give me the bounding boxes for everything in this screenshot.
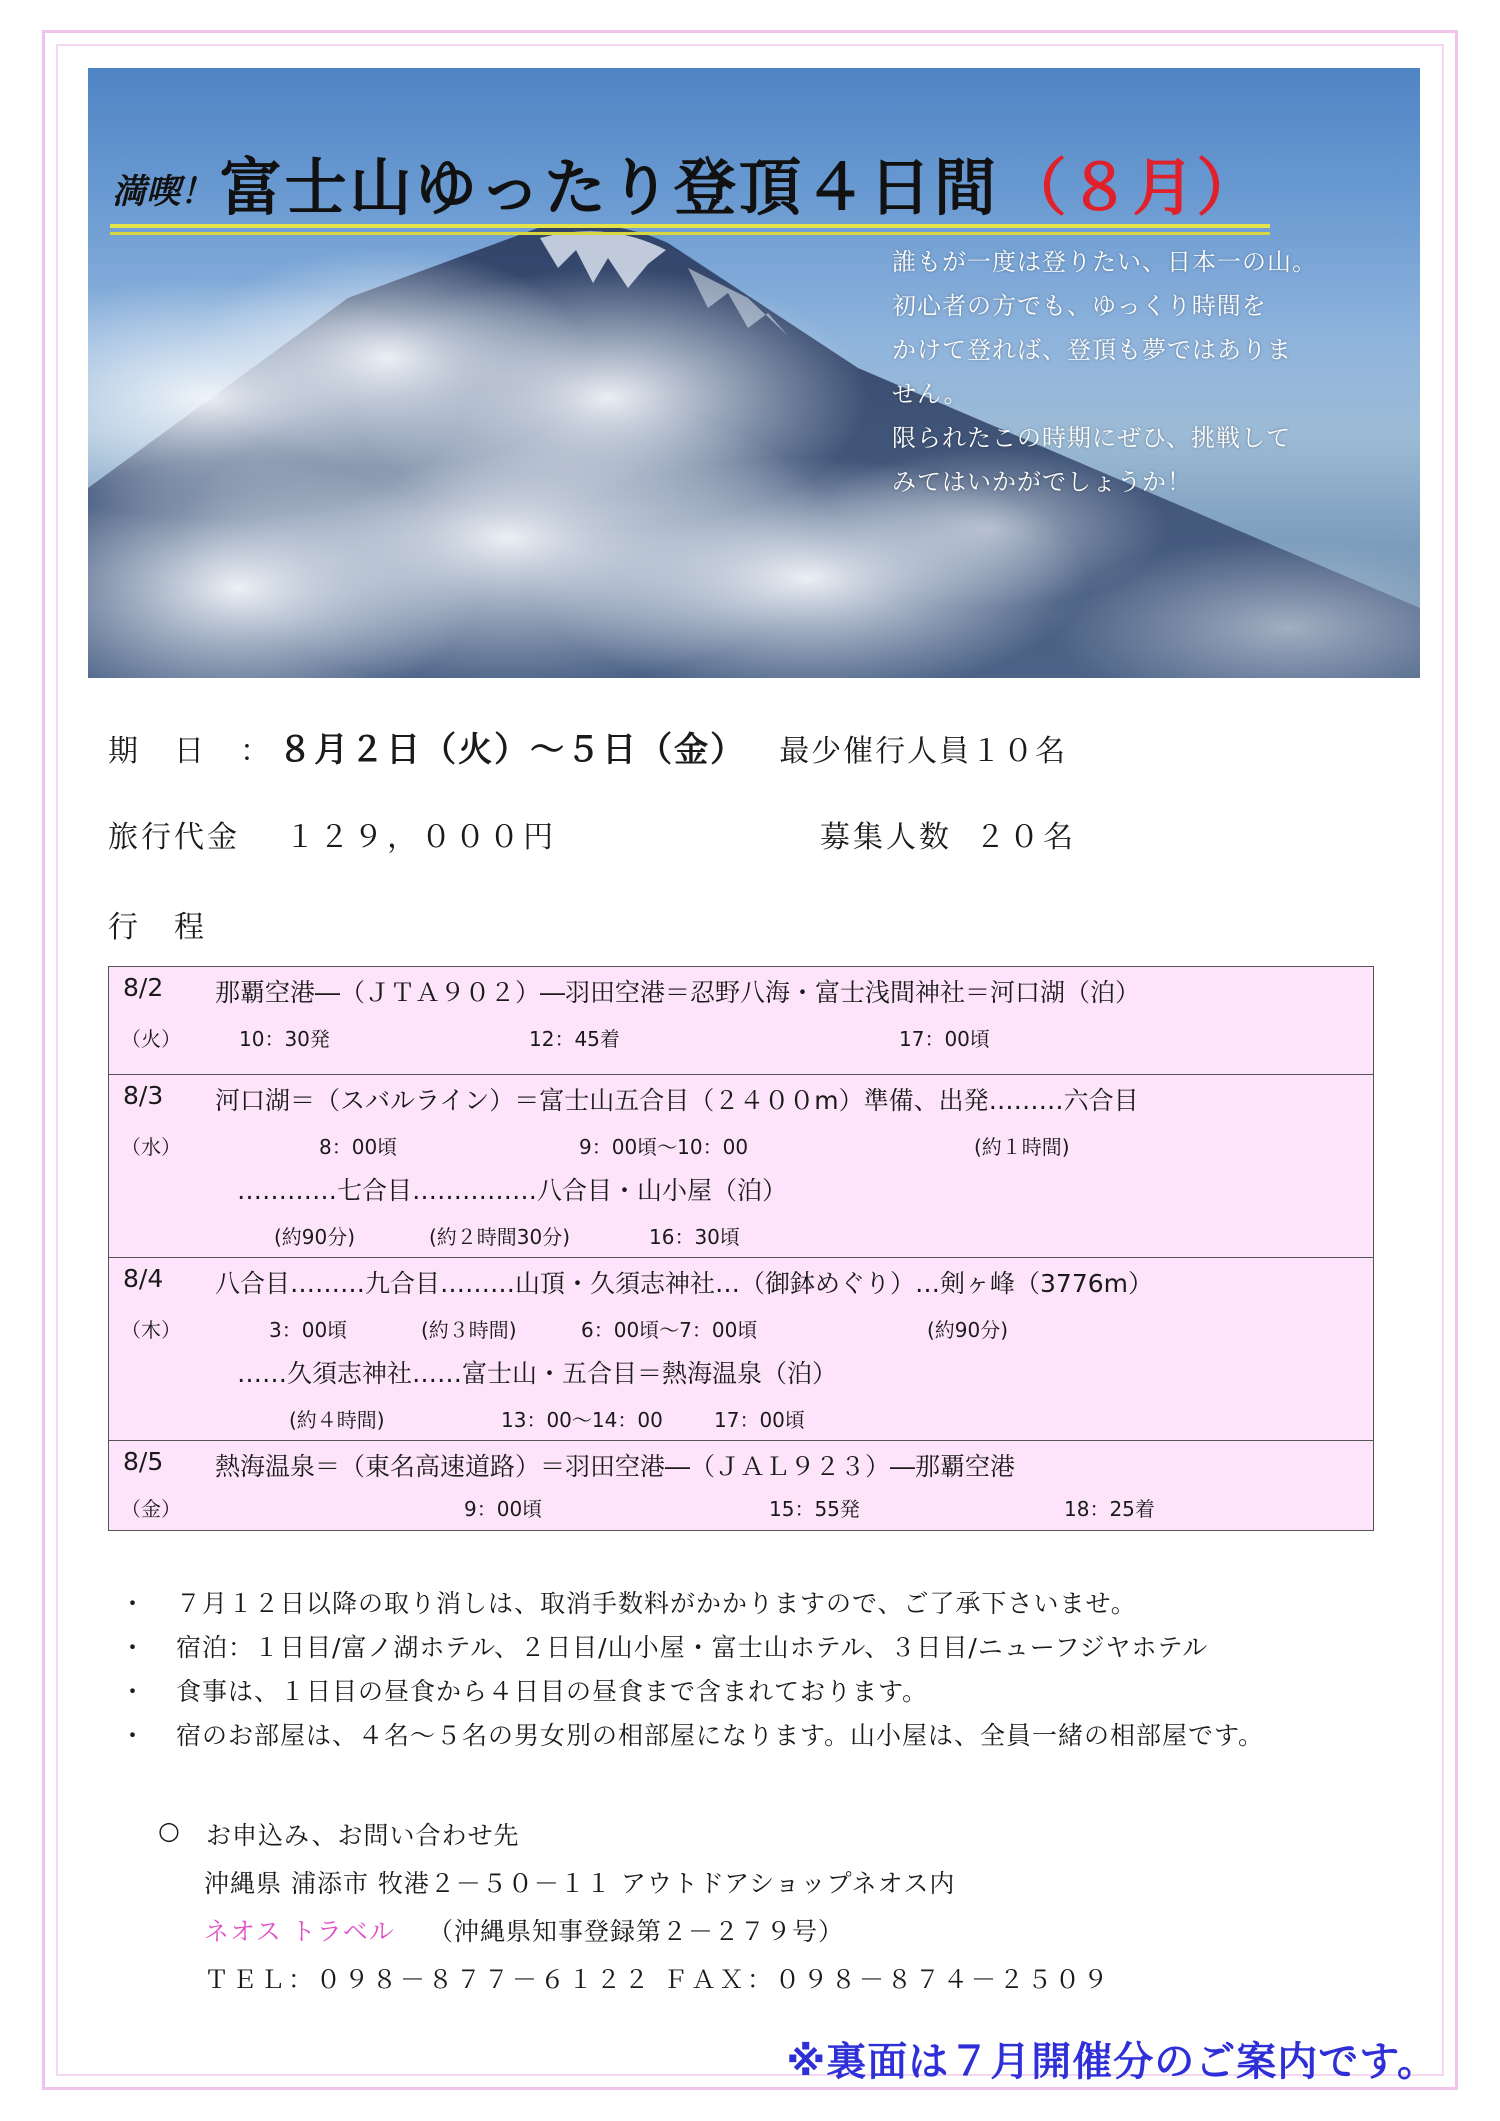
route-line [109, 1441, 1373, 1487]
intro-line: 限られたこの時期にぜひ、挑戦して [892, 424, 1292, 452]
bullet: ・ [120, 1677, 146, 1706]
date-label: 期 日 ： [108, 734, 273, 769]
day-date: 8/4 [123, 1264, 164, 1293]
itinerary-table [108, 966, 1374, 1531]
itinerary-heading: 行 程 [108, 910, 207, 945]
day-date: 8/5 [123, 1447, 164, 1476]
phone-fax: ＴＥＬ：０９８－８７７－６１２２ ＦＡＸ：０９８－８７４－２５０９ [204, 1965, 1111, 1994]
itinerary-day [109, 1257, 1373, 1440]
time-cell: 6：00頃～7：00頃 [581, 1318, 758, 1342]
time-line [109, 1394, 1373, 1438]
route-line [109, 1258, 1373, 1304]
title-prefix: 満喫！ [112, 172, 214, 212]
bullet: ・ [120, 1721, 146, 1750]
min-people: 最少催行人員１０名 [779, 734, 1068, 769]
time-cell: 17：00頃 [714, 1408, 805, 1432]
time-cell: 12：45着 [529, 1027, 620, 1051]
intro-text [892, 240, 1392, 504]
price-label: 旅行代金 [108, 820, 240, 855]
tour-title [112, 138, 1261, 227]
price-value: １２９，０００円 [285, 820, 558, 855]
route-line [109, 1165, 1373, 1211]
day-date: 8/2 [123, 973, 164, 1002]
time-cell: 9：00頃 [464, 1497, 543, 1521]
title-main: 富士山ゆったり登頂４日間 [219, 151, 999, 224]
itinerary-day [109, 1440, 1373, 1530]
back-side-note: ※裏面は７月開催分のご案内です。 [786, 2039, 1438, 2085]
time-cell: (約２時間30分) [429, 1225, 571, 1249]
time-line [109, 1013, 1373, 1057]
itinerary-day [109, 967, 1373, 1074]
title-underline [110, 224, 1270, 228]
time-cell: 9：00頃～10：00 [579, 1135, 749, 1159]
time-cell: 16：30頃 [649, 1225, 740, 1249]
title-month: （８月） [1004, 151, 1261, 224]
route-text: 那覇空港―（ＪＴＡ９０２）―羽田空港＝忍野八海・富士浅間神社＝河口湖（泊） [215, 978, 1141, 1007]
note-text: 食事は、１日目の昼食から４日目の昼食まで含まれております。 [176, 1677, 929, 1706]
time-cell: 10：30発 [239, 1027, 330, 1051]
time-line [109, 1487, 1373, 1527]
day-weekday: （火） [121, 1027, 181, 1051]
title-underline-2 [110, 232, 1270, 235]
agency-registration: （沖縄県知事登録第２－２７９号） [428, 1917, 845, 1946]
capacity-value: ２０名 [975, 820, 1078, 855]
route-text: …………七合目……………八合目・山小屋（泊） [237, 1176, 788, 1205]
list-item [112, 1628, 1392, 1672]
note-text: 宿のお部屋は、４名～５名の男女別の相部屋になります。山小屋は、全員一緒の相部屋です。 [176, 1721, 1265, 1750]
day-date: 8/3 [123, 1081, 164, 1110]
day-weekday: （水） [121, 1135, 181, 1159]
price-row [108, 812, 557, 856]
intro-line: せん。 [892, 380, 969, 408]
time-cell: (約３時間) [421, 1318, 517, 1342]
time-cell: 3：00頃 [269, 1318, 348, 1342]
route-line [109, 967, 1373, 1013]
circle-marker: ○ [158, 1816, 181, 1845]
note-text: 宿泊：１日目/富ノ湖ホテル、２日目/山小屋・富士山ホテル、３日目/ニューフジヤホテル [176, 1633, 1209, 1662]
time-line [109, 1304, 1373, 1348]
route-line [109, 1075, 1373, 1121]
bullet: ・ [120, 1633, 146, 1662]
day-weekday: （金） [121, 1497, 181, 1521]
capacity-label: 募集人数 [820, 820, 952, 855]
time-cell: 17：00頃 [899, 1027, 990, 1051]
bullet: ・ [120, 1589, 146, 1618]
time-cell: (約90分) [274, 1225, 356, 1249]
note-text: ７月１２日以降の取り消しは、取消手数料がかかりますので、ご了承下さいませ。 [176, 1589, 1137, 1618]
date-row [108, 722, 1067, 771]
itinerary-day [109, 1074, 1373, 1257]
contact-heading: お申込み、お問い合わせ先 [206, 1821, 520, 1850]
agency-name: ネオス トラベル [204, 1917, 395, 1946]
route-text: ……久須志神社……富士山・五合目＝熱海温泉（泊） [237, 1359, 838, 1388]
route-text: 八合目………九合目………山頂・久須志神社…（御鉢めぐり）…剣ヶ峰（3776m） [215, 1269, 1153, 1298]
time-cell: (約１時間) [974, 1135, 1070, 1159]
route-text: 河口湖＝（スバルライン）＝富士山五合目（２４００m）準備、出発………六合目 [215, 1086, 1139, 1115]
time-cell: 18：25着 [1064, 1497, 1155, 1521]
date-value: ８月２日（火）～５日（金） [278, 730, 747, 770]
route-line [109, 1348, 1373, 1394]
list-item [112, 1672, 1392, 1716]
contact-address: 沖縄県 浦添市 牧港２－５０－１１ アウトドアショップネオス内 [204, 1869, 956, 1898]
route-text: 熱海温泉＝（東名高速道路）＝羽田空港―（ＪＡＬ９２３）―那覇空港 [215, 1452, 1016, 1481]
intro-line: みてはいかがでしょうか！ [892, 468, 1192, 496]
hero-banner [88, 68, 1420, 678]
time-cell: 8：00頃 [319, 1135, 398, 1159]
time-cell: (約４時間) [289, 1408, 385, 1432]
time-line [109, 1211, 1373, 1255]
time-cell: 13：00～14：00 [501, 1408, 663, 1432]
time-line [109, 1121, 1373, 1165]
list-item [112, 1716, 1392, 1760]
day-weekday: （木） [121, 1318, 181, 1342]
intro-line: 誰もが一度は登りたい、日本一の山。 [892, 248, 1317, 276]
time-cell: 15：55発 [769, 1497, 860, 1521]
list-item [112, 1584, 1392, 1628]
capacity-row [820, 812, 1077, 856]
time-cell: (約90分) [927, 1318, 1009, 1342]
notes-list [112, 1584, 1392, 1760]
intro-line: 初心者の方でも、ゆっくり時間を [892, 292, 1267, 320]
intro-line: かけて登れば、登頂も夢ではありま [892, 336, 1292, 364]
